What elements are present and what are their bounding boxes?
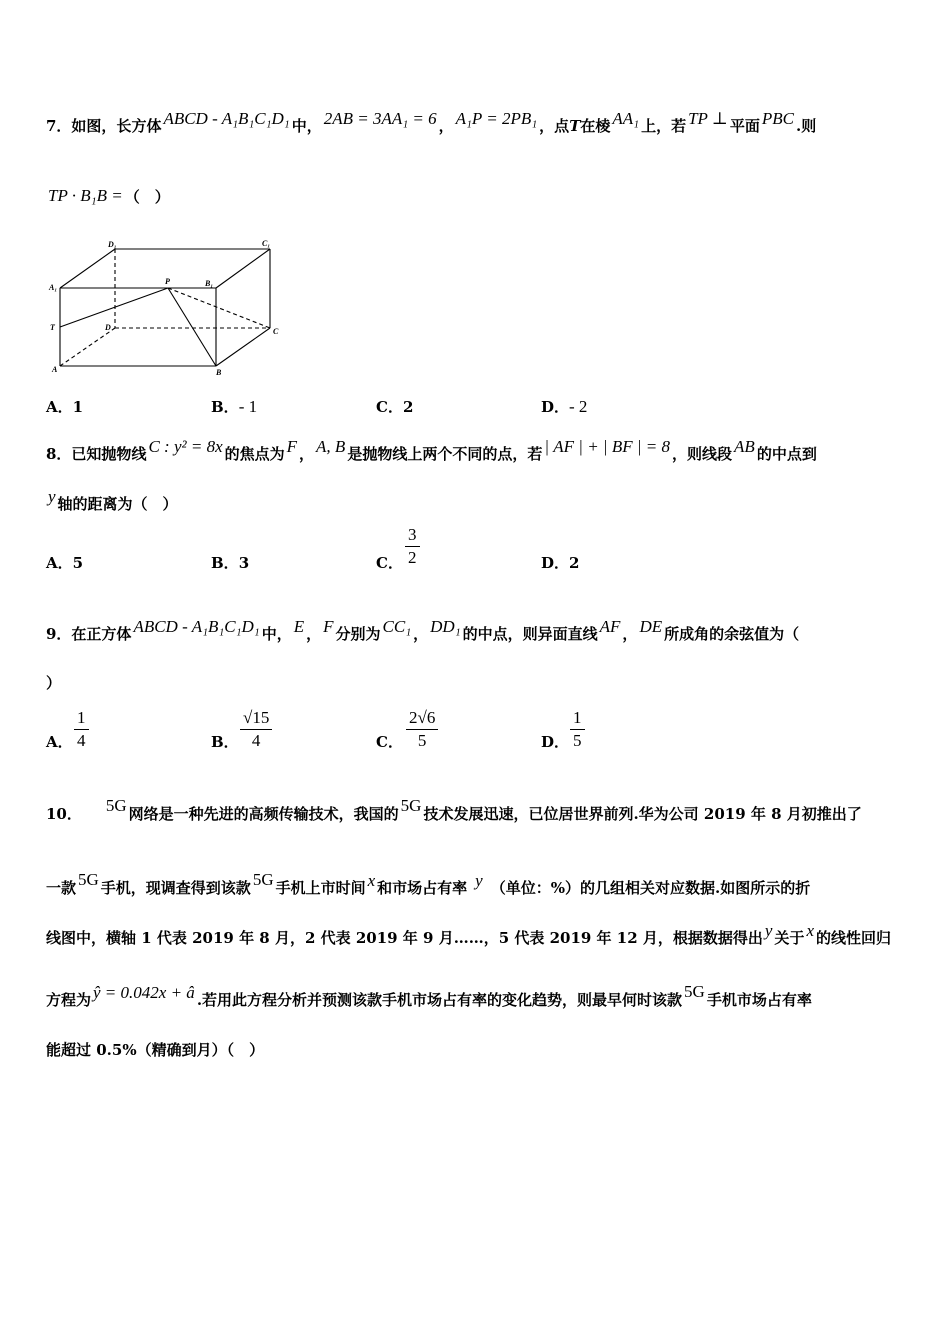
q9-option-a[interactable]: A． (46, 733, 73, 751)
q8-option-b[interactable]: B．3 (211, 554, 250, 572)
q10-line5: 能超过 0.5%（精确到月）（ ） (46, 1041, 265, 1059)
label-P: P (165, 277, 170, 286)
q7-line2: TP · B₁B = （ ） (48, 186, 170, 206)
label-C: C (273, 327, 279, 336)
q8-option-a[interactable]: A．5 (46, 554, 84, 572)
label-C1: C₁ (262, 239, 271, 248)
q10-line2: 一款 5G 手机，现调查得到该款 5G 手机上市时间 x 和市场占有率 y （单位：%）的几组相关对应数据.如图所示的折 (46, 870, 811, 897)
label-A1: A₁ (49, 283, 58, 292)
q9-option-c[interactable]: C． (376, 733, 403, 751)
q7-vector-dot: TP · B₁B = (48, 186, 123, 205)
q7-math-ratio: A₁P = 2PB₁ (455, 109, 538, 128)
q9-line1: 9．在正方体 ABCD - A₁B₁C₁D₁ 中， E ， F 分别为 CC₁ ， DD₁ 的中点，则异面直线 AF ， DE 所成角的余弦值为（ (46, 617, 800, 643)
q8-line1: 8．已知抛物线 C : y² = 8x 的焦点为 F ， A, B 是抛物线上两个不同的点，若 | AF | + | BF | = 8 ，则线段 AB 的中点到 (46, 437, 817, 463)
q9-fraction-c: $\frac{2√6}{5}$ (406, 707, 438, 752)
q8-option-c[interactable]: C． (376, 554, 403, 572)
q7-option-a[interactable]: A．1 (46, 398, 84, 416)
label-B: B (216, 368, 222, 377)
q9-math-cube: ABCD - A₁B₁C₁D₁ (133, 617, 260, 636)
q8-math-parabola: C : y² = 8x (148, 437, 223, 456)
q7-math-lengths: 2AB = 3AA₁ = 6 (323, 109, 437, 128)
q7-option-c[interactable]: C．2 (376, 398, 414, 416)
q8-option-d[interactable]: D．2 (541, 554, 580, 572)
q9-line2: ） (46, 674, 62, 692)
q10-regression-equation: ŷ = 0.042x + â (93, 983, 195, 1002)
q7-option-b[interactable]: B．- 1 (211, 397, 258, 416)
q7-math-cuboid: ABCD - A₁B₁C₁D₁ (163, 109, 290, 128)
q8-line2: y 轴的距离为（ ） (48, 487, 178, 513)
q8-fraction-c: $\frac{3}{2}$ (405, 524, 420, 569)
q9-fraction-a: $\frac{1}{4}$ (74, 707, 89, 752)
q10-line3: 线图中，横轴 1 代表 2019 年 8 月，2 代表 2019 年 9 月……，5 代表 2019 年 12 月，根据数据得出 y 关于 x 的线性回归 (46, 921, 891, 947)
label-A: A (52, 365, 58, 374)
q9-option-d[interactable]: D． (541, 733, 570, 751)
q9-option-b[interactable]: B． (211, 733, 239, 751)
q8-math-sum: | AF | + | BF | = 8 (544, 437, 671, 456)
q10-line1: 10． 5G 网络是一种先进的高频传输技术，我国的 5G 技术发展迅速，已位居世界前列.华为公司 2019 年 8 月初推出了 (46, 796, 862, 823)
label-D1: D₁ (108, 240, 117, 249)
label-T: T (50, 323, 55, 332)
q9-fraction-d: $\frac{1}{5}$ (570, 707, 585, 752)
label-B1: B₁ (205, 279, 214, 288)
q10-line4: 方程为 ŷ = 0.042x + â .若用此方程分析并预测该款手机市场占有率的变化趋势，则最早何时该款 5G 手机市场占有率 (46, 982, 812, 1009)
q7-line1: 7．如图，长方体 ABCD - A₁B₁C₁D₁ 中， 2AB = 3AA₁ = 6 ， A₁P = 2PB₁ ，点T在棱 AA₁ 上，若 TP ⊥ 平面 PBC .则 (46, 109, 817, 135)
q7-option-d[interactable]: D．- 2 (541, 397, 588, 416)
label-D: D (105, 323, 111, 332)
q9-fraction-b: $\frac{√15}{4}$ (240, 707, 272, 752)
q7-cuboid-figure (46, 236, 296, 378)
